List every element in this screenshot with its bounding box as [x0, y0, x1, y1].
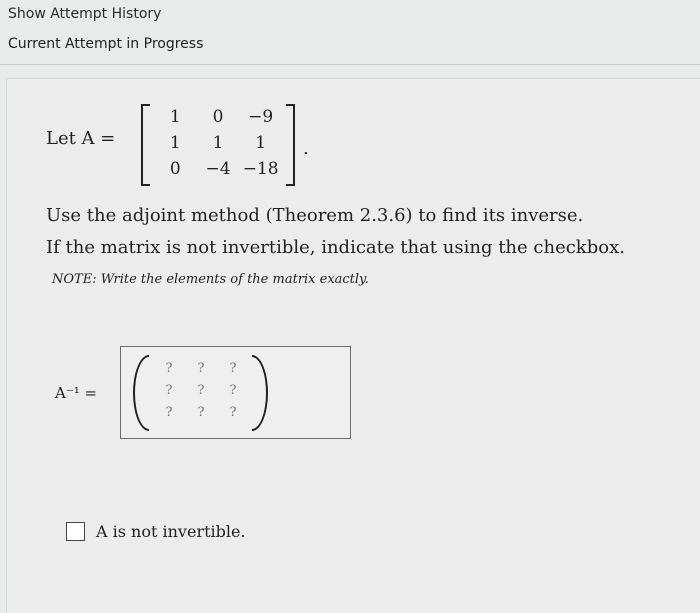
period: . — [303, 138, 309, 159]
header-divider — [0, 64, 700, 65]
show-attempt-history-link[interactable]: Show Attempt History — [8, 6, 162, 22]
matrix-a-cell: −18 — [242, 159, 279, 179]
answer-matrix-box — [120, 346, 351, 439]
note: NOTE: Write the elements of the matrix exactly. — [52, 272, 369, 287]
matrix-a-cell: −9 — [248, 107, 274, 127]
answer-cell-input[interactable] — [185, 358, 217, 380]
inverse-label: A⁻¹ = — [55, 384, 98, 402]
answer-cell-input[interactable] — [185, 380, 217, 402]
right-parenthesis — [252, 355, 268, 431]
matrix-a-cell: −4 — [205, 159, 231, 179]
not-invertible-label: A is not invertible. — [96, 522, 246, 541]
matrix-a-cell: 1 — [169, 133, 181, 153]
left-bracket — [141, 104, 150, 186]
matrix-a-cell: 0 — [212, 107, 224, 127]
matrix-a-cell: 1 — [169, 107, 181, 127]
matrix-a-cell: 1 — [212, 133, 224, 153]
instruction-line-1: Use the adjoint method (Theorem 2.3.6) to find its inverse. — [46, 205, 584, 226]
let-a-label: Let A = — [46, 128, 116, 149]
answer-cell-input[interactable] — [153, 380, 185, 402]
right-bracket — [286, 104, 295, 186]
answer-cell-input[interactable] — [185, 402, 217, 424]
left-parenthesis — [133, 355, 149, 431]
instruction-line-2: If the matrix is not invertible, indicate that using the checkbox. — [46, 237, 625, 258]
matrix-a-cell: 0 — [169, 159, 181, 179]
answer-cell-input[interactable] — [217, 402, 249, 424]
matrix-a-cell: 1 — [255, 133, 267, 153]
not-invertible-option[interactable] — [66, 522, 246, 541]
answer-grid — [153, 358, 249, 424]
answer-cell-input[interactable] — [153, 358, 185, 380]
answer-cell-input[interactable] — [217, 358, 249, 380]
not-invertible-checkbox[interactable] — [66, 522, 85, 541]
answer-cell-input[interactable] — [153, 402, 185, 424]
instructions — [46, 200, 666, 264]
matrix-a — [154, 104, 282, 182]
answer-cell-input[interactable] — [217, 380, 249, 402]
attempt-status: Current Attempt in Progress — [8, 36, 204, 52]
